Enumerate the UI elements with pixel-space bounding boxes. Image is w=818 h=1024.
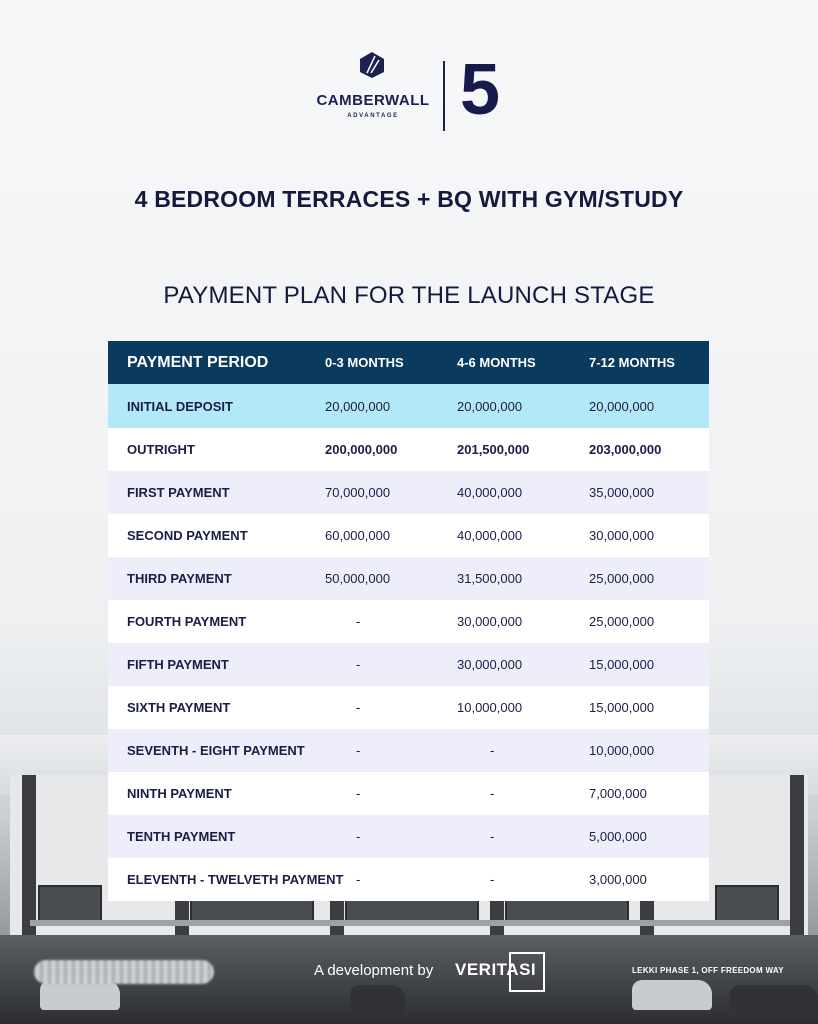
row-label: SEVENTH - EIGHT PAYMENT [127,743,305,758]
row-value: 70,000,000 [325,485,391,500]
table-row [108,729,709,772]
row-value: 20,000,000 [325,398,391,414]
payment-plan-table [108,341,709,901]
row-value: 40,000,000 [457,528,523,543]
camberwall-hexagon-icon [358,51,386,79]
row-value: 30,000,000 [457,614,523,629]
row-label: FOURTH PAYMENT [127,614,247,629]
brand-subtitle: ADVANTAGE [347,113,399,119]
row-value: 201,500,000 [457,442,530,457]
logo-divider [443,61,445,131]
table-row [108,686,709,729]
row-label: ELEVENTH - TWELVETH PAYMENT [127,872,344,887]
row-value: 30,000,000 [589,528,655,543]
table-row [108,428,709,471]
row-value: - [356,786,361,801]
development-by-text: A development by [314,962,434,979]
logo-number: 5 [460,50,501,130]
table-row [108,471,709,514]
row-value: 15,000,000 [589,657,655,672]
row-label: THIRD PAYMENT [127,571,232,586]
row-value: - [490,743,495,758]
payment-plan-subtitle: PAYMENT PLAN FOR THE LAUNCH STAGE [163,282,655,309]
row-label: FIFTH PAYMENT [127,657,229,672]
page-title: 4 BEDROOM TERRACES + BQ WITH GYM/STUDY [134,186,684,212]
location-text: LEKKI PHASE 1, OFF FREEDOM WAY [632,966,784,975]
row-value: - [356,657,361,672]
header-payment-period: PAYMENT PERIOD [127,353,269,371]
row-label: NINTH PAYMENT [127,786,232,801]
developer-name: VERITASI [455,960,537,979]
table-header-row [108,341,709,384]
row-value: - [490,829,495,844]
row-value: 3,000,000 [589,872,647,887]
header-7-12-months: 7-12 MONTHS [589,355,675,370]
table-row [108,514,709,557]
row-value: 25,000,000 [589,571,655,586]
row-label: SECOND PAYMENT [127,528,248,543]
row-value: - [356,614,361,629]
row-value: - [490,786,495,801]
row-value: - [356,700,361,715]
table-row [108,643,709,686]
row-value: 25,000,000 [589,614,655,629]
row-value: 200,000,000 [325,442,398,457]
row-value: - [356,829,361,844]
brand-name: CAMBERWALL [316,92,430,109]
table-row [108,815,709,858]
row-value: 50,000,000 [325,571,391,586]
row-value: 60,000,000 [325,528,391,543]
row-value: 35,000,000 [589,485,655,500]
header-4-6-months: 4-6 MONTHS [457,355,536,370]
row-label: OUTRIGHT [127,442,195,457]
row-value: 31,500,000 [457,571,523,586]
camberwall-logo [300,48,520,138]
row-value: 40,000,000 [457,485,523,500]
row-value: 20,000,000 [457,398,523,414]
row-value: 10,000,000 [457,700,523,715]
redacted-logo [34,960,214,984]
row-value: - [490,872,495,887]
row-value: 5,000,000 [589,829,647,844]
row-value: - [356,872,361,887]
row-value: 30,000,000 [457,657,523,672]
row-value: 10,000,000 [589,743,655,758]
header-0-3-months: 0-3 MONTHS [325,355,404,370]
table-row [108,858,709,901]
table-row [108,772,709,815]
row-label: TENTH PAYMENT [127,829,236,844]
row-value: 7,000,000 [589,786,647,801]
table-row [108,557,709,600]
row-value: 15,000,000 [589,700,655,715]
table-row [108,384,709,428]
row-label: INITIAL DEPOSIT [127,398,233,414]
row-value: 203,000,000 [589,442,662,457]
row-label: FIRST PAYMENT [127,485,230,500]
table-row [108,600,709,643]
row-value: 20,000,000 [589,398,655,414]
row-label: SIXTH PAYMENT [127,700,231,715]
row-value: - [356,743,361,758]
